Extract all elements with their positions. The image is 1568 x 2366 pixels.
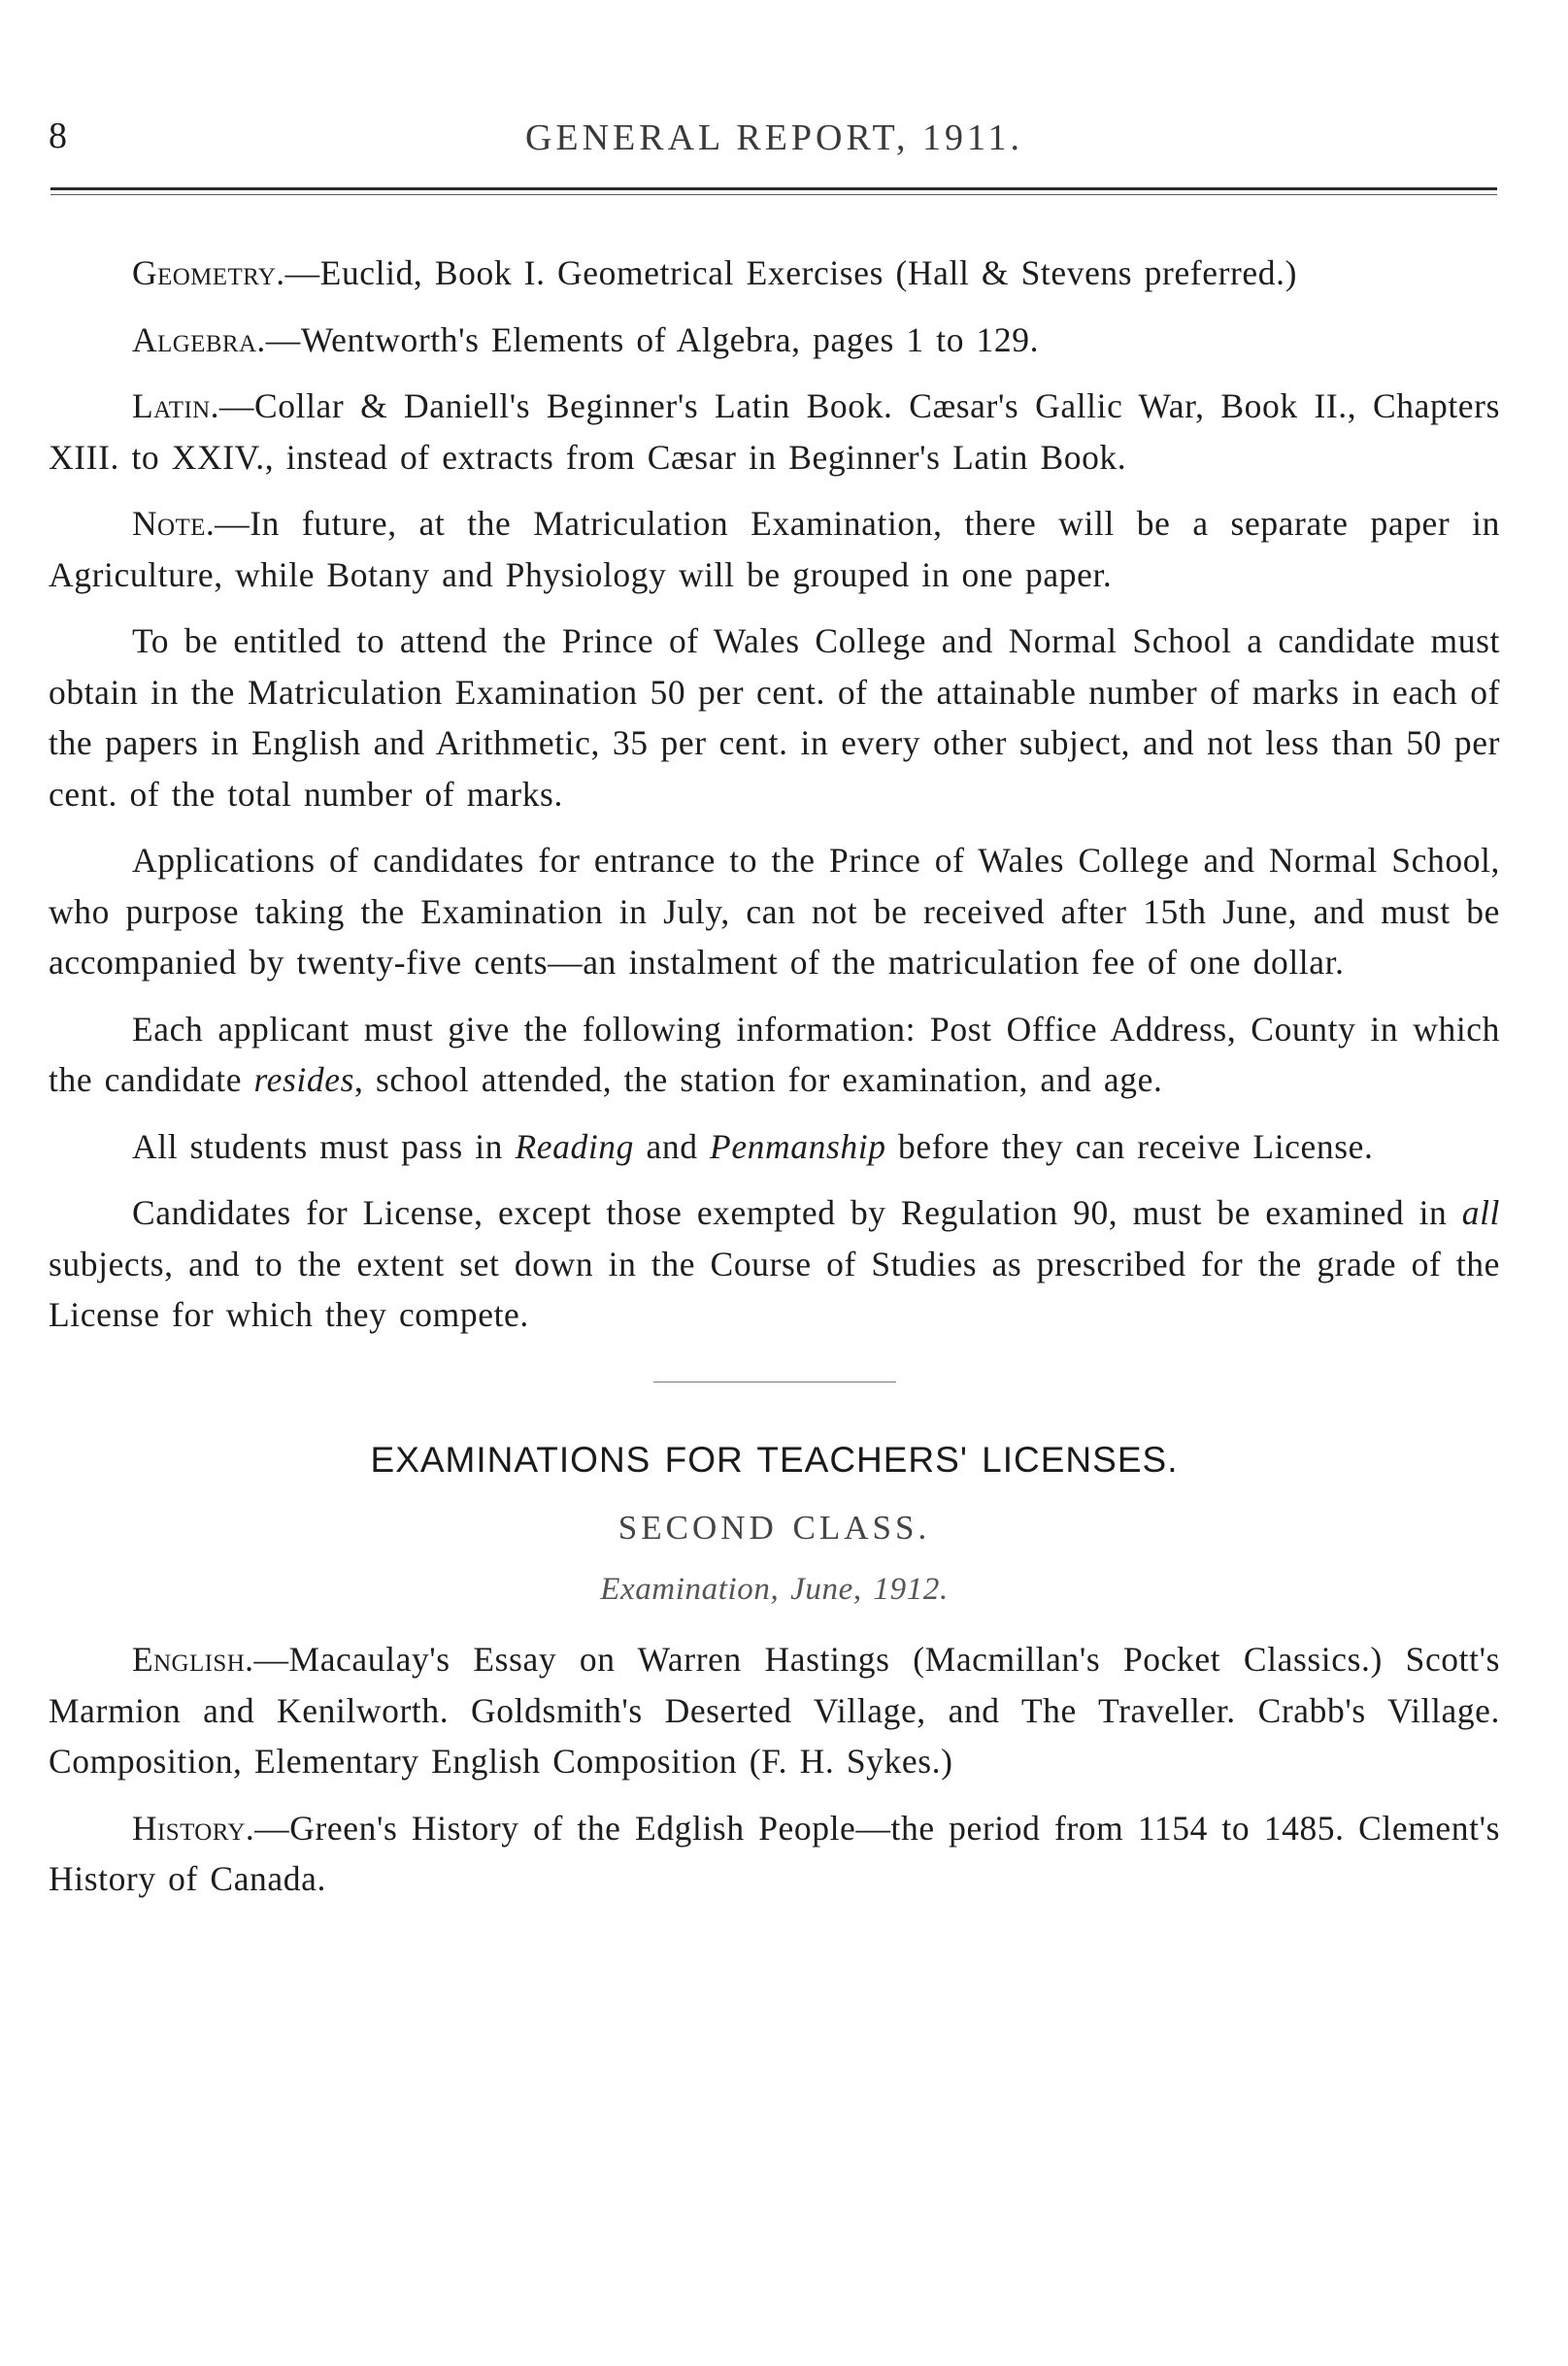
paragraph-text: —Wentworth's Elements of Algebra, pages 1 to 129. [265,319,1040,359]
paragraph-text: and [634,1126,711,1166]
italic-word: Reading [515,1126,635,1166]
section-separator [653,1382,896,1383]
paragraph-text: Candidates for License, except those exempted by Regulation 90, must be examined in [132,1193,1462,1232]
paragraph-license-candidates [49,1187,1500,1341]
body-text [49,248,1500,1920]
paragraph-lead: Latin. [132,386,219,425]
italic-word: all [1461,1193,1500,1232]
paragraph-applications: Applications of candidates for entrance to the Prince of Wales College and Normal School, who purpose taking the Examination in July, can not be received after 15th June, and must be accompanied by twenty-five cents—an instalment of the matriculation fee of one dollar. [49,841,1500,982]
paragraph-text: —Green's History of the Edglish People—the period from 1154 to 1485. Clement's History of Canada. [49,1808,1500,1898]
paragraph-text: —In future, at the Matriculation Examination, there will be a separate paper in Agriculture, while Botany and Physiology will be grouped in one paper. [49,504,1500,594]
section-heading: EXAMINATIONS FOR TEACHERS' LICENSES. [370,1439,1179,1480]
italic-word: Penmanship [710,1126,886,1166]
paragraph-lead: Note. [132,504,216,543]
paragraph-text: —Macaulay's Essay on Warren Hastings (Macmillan's Pocket Classics.) Scott's Marmion and Kenilworth. Goldsmith's Deserted Village, and The Traveller. Crabb's Village. Composition, Elementary English Composition (F. H. Sykes.) [49,1640,1500,1781]
paragraph-reading-penmanship [49,1121,1500,1173]
examination-date: Examination, June, 1912. [600,1571,949,1607]
paragraph-text: —Euclid, Book I. Geometrical Exercises (Hall & Stevens preferred.) [284,253,1298,292]
section-subheading: SECOND CLASS. [617,1509,931,1547]
paragraph-lead: English. [132,1640,254,1679]
paragraph-lead: Algebra. [132,319,266,359]
paragraph-text: subjects, and to the extent set down in the Course of Studies as prescribed for the grade of the License for which they compete. [49,1244,1500,1334]
paragraph-text: , school attended, the station for examination, and age. [354,1060,1163,1099]
paragraph-text: —Collar & Daniell's Beginner's Latin Book. Cæsar's Gallic War, Book II., Chapters XIII. to XXIV., instead of extracts from Cæsar in Beginner's Latin Book. [49,386,1500,477]
paragraph-latin [49,381,1500,483]
paragraph-lead: Geometry. [132,253,285,292]
running-title: GENERAL REPORT, 1911. [524,117,1024,158]
paragraph-applicant-information [49,1004,1500,1106]
paragraph-text: Each applicant must give the following information: Post Office Address, County in which the candidate [49,1009,1500,1099]
paragraph-english [49,1634,1500,1787]
paragraph-history [49,1803,1500,1905]
paragraph-lead: History. [132,1808,255,1848]
paragraph-geometry [49,248,1500,299]
header-rule [50,187,1497,190]
paragraph-text: before they can receive License. [885,1126,1374,1166]
page-number: 8 [49,116,67,156]
paragraph-entitlement: To be entitled to attend the Prince of Wales College and Normal School a candidate must obtain in the Matriculation Examination 50 per cent. of the attainable number of marks in each of the papers in English and Arithmetic, 35 per cent. in every other subject, and not less than 50 per cent. of the total number of marks. [49,621,1500,814]
paragraph-algebra [49,315,1500,366]
italic-word: resides [253,1060,354,1099]
paragraph-note [49,498,1500,600]
header-rule-thin [50,194,1497,195]
paragraph-text: All students must pass in [132,1126,516,1166]
running-head [49,115,1500,173]
